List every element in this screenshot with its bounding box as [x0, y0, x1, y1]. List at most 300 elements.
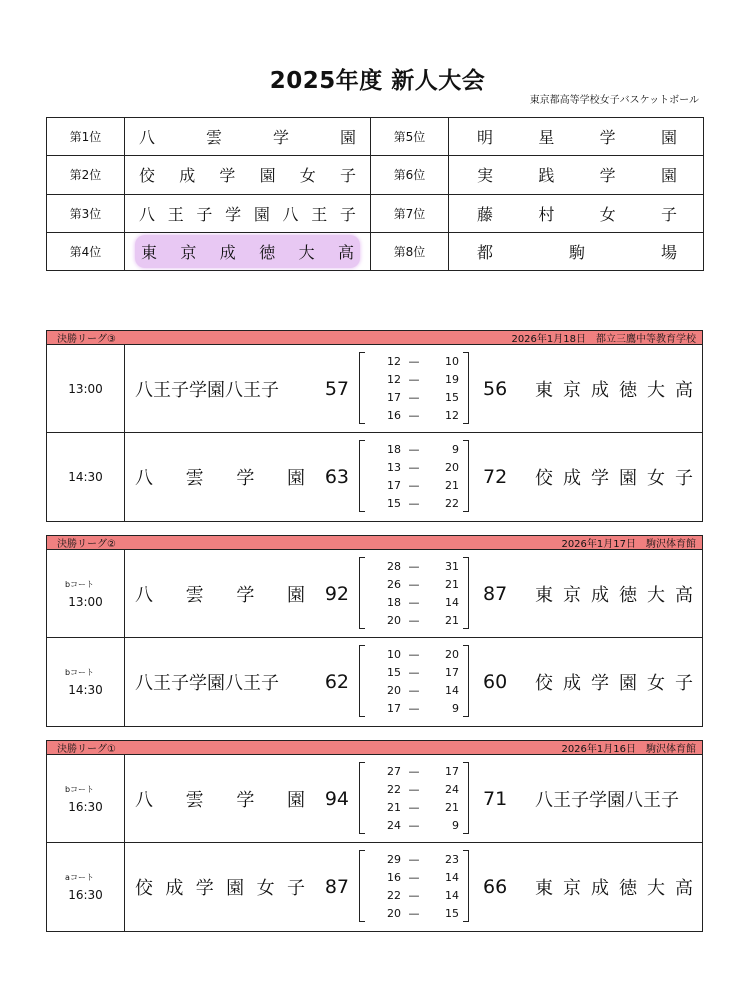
- match-row: [47, 843, 702, 931]
- quarter-dash: —: [408, 888, 420, 902]
- name-char: 高: [675, 380, 693, 401]
- quarter-scores: [359, 762, 469, 834]
- bracket-left: [359, 850, 365, 922]
- quarter-home: 18: [387, 595, 401, 609]
- name-char: 高: [675, 585, 693, 606]
- league-info: 2026年1月17日 駒沢体育館: [561, 539, 696, 550]
- quarter-row: [359, 798, 469, 816]
- home-score: 63: [324, 466, 349, 488]
- name-char: 成: [165, 878, 184, 899]
- ranking-row: [47, 232, 704, 270]
- court-label: bコート: [64, 579, 95, 589]
- quarter-dash: —: [408, 647, 420, 661]
- name-char: 園: [660, 166, 677, 186]
- name-char: 学: [272, 128, 289, 148]
- quarter-dash: —: [408, 764, 420, 778]
- quarter-home: 27: [387, 764, 401, 778]
- quarter-scores: [359, 440, 469, 512]
- match-row: [47, 638, 702, 726]
- quarter-away: 9: [452, 818, 459, 832]
- quarter-home: 17: [387, 390, 401, 404]
- team-name: [535, 581, 693, 607]
- team-name: [135, 874, 305, 900]
- quarter-away: 20: [445, 647, 459, 661]
- quarter-row: [359, 611, 469, 629]
- bracket-left: [359, 440, 365, 512]
- away-score: 87: [483, 583, 508, 605]
- match-row: [47, 433, 702, 521]
- quarter-dash: —: [408, 496, 420, 510]
- name-char: 子: [675, 673, 693, 694]
- match-time-cell: [47, 755, 125, 842]
- name-char: 園: [253, 204, 270, 224]
- name-char: 星: [538, 128, 555, 148]
- quarter-row: [359, 645, 469, 663]
- name-char: 都: [477, 242, 494, 262]
- name-char: 八: [139, 204, 156, 224]
- quarter-home: 28: [387, 559, 401, 573]
- quarter-home: 13: [387, 460, 401, 474]
- quarter-scores: [359, 850, 469, 922]
- league-header: [47, 741, 702, 755]
- name-char: 京: [563, 585, 581, 606]
- rank-school: [449, 118, 704, 156]
- away-team: [535, 345, 693, 433]
- name-char: 園: [286, 468, 305, 489]
- rank-school: [449, 156, 704, 194]
- quarter-away: 23: [445, 852, 459, 866]
- name-char: 佼: [139, 166, 156, 186]
- team-name: [135, 464, 305, 490]
- quarter-row: [359, 850, 469, 868]
- quarter-row: [359, 593, 469, 611]
- match-time: 13:00: [68, 594, 103, 609]
- match-time: 16:30: [68, 888, 103, 902]
- match-time: 14:30: [68, 683, 103, 697]
- name-char: 佼: [535, 673, 553, 694]
- name-char: 雲: [205, 128, 222, 148]
- name-char: 高: [675, 878, 693, 899]
- highlighted-school: [135, 235, 360, 268]
- rank-label: 第4位: [47, 232, 125, 270]
- name-char: 八: [135, 790, 153, 811]
- quarter-dash: —: [408, 390, 420, 404]
- name-char: 園: [339, 128, 356, 148]
- name-char: 徳: [619, 380, 637, 401]
- away-team: [535, 433, 693, 521]
- bracket-right: [463, 440, 469, 512]
- team-name: [135, 581, 305, 607]
- name-char: 実: [477, 166, 494, 186]
- ranking-row: [47, 194, 704, 232]
- quarter-away: 14: [445, 595, 459, 609]
- name-char: 園: [619, 673, 637, 694]
- away-team: [535, 638, 693, 726]
- quarter-row: [359, 816, 469, 834]
- quarter-away: 22: [445, 496, 459, 510]
- league-header: [47, 331, 702, 345]
- quarter-dash: —: [408, 577, 420, 591]
- quarter-away: 12: [445, 408, 459, 422]
- name-char: 女: [647, 673, 665, 694]
- name-char: 成: [563, 468, 581, 489]
- name-char: 女: [647, 468, 665, 489]
- team-name: 八王子学園八王子: [135, 380, 279, 401]
- home-team: [135, 638, 305, 726]
- rank-school: [125, 118, 371, 156]
- name-char: 場: [660, 242, 677, 262]
- quarter-away: 21: [445, 577, 459, 591]
- quarter-away: 21: [445, 613, 459, 627]
- league-name: 決勝リーグ①: [57, 744, 116, 755]
- quarter-scores: [359, 557, 469, 629]
- quarter-dash: —: [408, 613, 420, 627]
- name-char: 大: [647, 380, 665, 401]
- quarter-dash: —: [408, 665, 420, 679]
- rank-school: [125, 194, 371, 232]
- quarter-home: 15: [387, 665, 401, 679]
- quarter-away: 15: [445, 390, 459, 404]
- name-char: 園: [619, 468, 637, 489]
- quarter-away: 21: [445, 800, 459, 814]
- bracket-right: [463, 850, 469, 922]
- match-time: 16:30: [68, 799, 103, 814]
- name-char: 子: [339, 204, 356, 224]
- name-char: 明: [477, 128, 494, 148]
- team-name: [535, 464, 693, 490]
- name-char: 雲: [185, 585, 204, 606]
- school-name: [125, 202, 370, 225]
- name-char: 学: [225, 204, 242, 224]
- rank-school: [125, 156, 371, 194]
- away-score: 60: [483, 671, 508, 693]
- name-char: 成: [591, 585, 609, 606]
- name-char: 村: [538, 204, 555, 224]
- league-block: [46, 740, 703, 932]
- match-time-cell: [47, 638, 125, 726]
- quarter-dash: —: [408, 372, 420, 386]
- home-team: [135, 550, 305, 638]
- league-name: 決勝リーグ③: [57, 334, 116, 345]
- name-char: 東: [535, 380, 553, 401]
- quarter-home: 15: [387, 496, 401, 510]
- league-block: [46, 535, 703, 727]
- away-score: 66: [483, 876, 508, 898]
- home-score: 62: [324, 671, 349, 693]
- home-score: 94: [324, 788, 349, 810]
- match-time-cell: [47, 550, 125, 637]
- ranking-row: [47, 156, 704, 194]
- home-score: 87: [324, 876, 349, 898]
- rank-label: 第1位: [47, 118, 125, 156]
- school-name: [125, 125, 370, 148]
- league-name: 決勝リーグ②: [57, 539, 116, 550]
- quarter-dash: —: [408, 442, 420, 456]
- quarter-scores: [359, 645, 469, 717]
- quarter-home: 10: [387, 647, 401, 661]
- quarter-home: 22: [387, 888, 401, 902]
- bracket-right: [463, 762, 469, 834]
- name-char: 王: [311, 204, 328, 224]
- quarter-row: [359, 458, 469, 476]
- name-char: 京: [180, 242, 197, 262]
- rank-label: 第6位: [371, 156, 449, 194]
- home-team: [135, 345, 305, 433]
- quarter-dash: —: [408, 870, 420, 884]
- name-char: 徳: [619, 585, 637, 606]
- quarter-dash: —: [408, 460, 420, 474]
- quarter-home: 26: [387, 577, 401, 591]
- quarter-away: 20: [445, 460, 459, 474]
- quarter-dash: —: [408, 559, 420, 573]
- away-score: 71: [483, 788, 508, 810]
- name-char: 八: [135, 468, 153, 489]
- quarter-row: [359, 762, 469, 780]
- quarter-dash: —: [408, 354, 420, 368]
- name-char: 大: [647, 585, 665, 606]
- name-char: 園: [259, 166, 276, 186]
- quarter-dash: —: [408, 408, 420, 422]
- name-char: 学: [599, 128, 616, 148]
- bracket-right: [463, 645, 469, 717]
- name-char: 女: [299, 166, 316, 186]
- quarter-away: 19: [445, 372, 459, 386]
- rank-label: 第2位: [47, 156, 125, 194]
- team-name: [535, 669, 693, 695]
- quarter-row: [359, 494, 469, 512]
- quarter-dash: —: [408, 478, 420, 492]
- page-title: 2025年度 新人大会: [269, 68, 486, 94]
- school-name: [449, 240, 703, 263]
- quarter-row: [359, 352, 469, 370]
- name-char: 学: [236, 585, 255, 606]
- quarter-home: 20: [387, 683, 401, 697]
- name-char: 園: [286, 790, 305, 811]
- name-char: 雲: [185, 790, 204, 811]
- quarter-dash: —: [408, 782, 420, 796]
- quarter-row: [359, 886, 469, 904]
- quarter-home: 20: [387, 906, 401, 920]
- quarter-row: [359, 476, 469, 494]
- school-name: [125, 163, 370, 186]
- ranking-row: [47, 118, 704, 156]
- quarter-row: [359, 699, 469, 717]
- away-team: [535, 550, 693, 638]
- quarter-away: 10: [445, 354, 459, 368]
- quarter-away: 17: [445, 665, 459, 679]
- quarter-dash: —: [408, 683, 420, 697]
- away-score: 72: [483, 466, 508, 488]
- quarter-away: 21: [445, 478, 459, 492]
- match-row: [47, 755, 702, 843]
- quarter-row: [359, 406, 469, 424]
- quarter-away: 17: [445, 764, 459, 778]
- rank-school: [125, 232, 371, 270]
- quarter-home: 21: [387, 800, 401, 814]
- quarter-dash: —: [408, 906, 420, 920]
- name-char: 園: [226, 878, 245, 899]
- match-time: 13:00: [68, 381, 103, 396]
- quarter-row: [359, 575, 469, 593]
- name-char: 子: [196, 204, 213, 224]
- quarter-row: [359, 663, 469, 681]
- bracket-left: [359, 557, 365, 629]
- quarter-dash: —: [408, 800, 420, 814]
- rank-label: 第5位: [371, 118, 449, 156]
- name-char: 学: [236, 790, 255, 811]
- name-char: 八: [135, 585, 153, 606]
- name-char: 東: [535, 585, 553, 606]
- name-char: 佼: [135, 878, 153, 899]
- quarter-scores: [359, 352, 469, 424]
- quarter-home: 18: [387, 442, 401, 456]
- name-char: 成: [179, 166, 196, 186]
- court-label: aコート: [65, 873, 94, 882]
- name-char: 践: [538, 166, 555, 186]
- name-char: 高: [337, 242, 354, 262]
- name-char: 成: [591, 380, 609, 401]
- name-char: 学: [591, 673, 609, 694]
- match-row: [47, 550, 702, 638]
- name-char: 徳: [619, 878, 637, 899]
- name-char: 園: [286, 585, 305, 606]
- name-char: 園: [660, 128, 677, 148]
- ranking-table: [46, 117, 704, 271]
- bracket-left: [359, 645, 365, 717]
- quarter-away: 24: [445, 782, 459, 796]
- quarter-home: 29: [387, 852, 401, 866]
- bracket-right: [463, 352, 469, 424]
- team-name: [135, 786, 305, 812]
- away-score: 56: [483, 378, 508, 400]
- rank-label: 第8位: [371, 232, 449, 270]
- name-char: 藤: [477, 204, 494, 224]
- name-char: 八: [282, 204, 299, 224]
- name-char: 徳: [259, 242, 276, 262]
- name-char: 佼: [535, 468, 553, 489]
- match-time-cell: [47, 843, 125, 931]
- league-info: 2026年1月16日 駒沢体育館: [561, 744, 696, 755]
- team-name: [535, 874, 693, 900]
- quarter-away: 9: [452, 701, 459, 715]
- quarter-row: [359, 868, 469, 886]
- court-label: bコート: [64, 668, 95, 677]
- away-team: [535, 843, 693, 931]
- quarter-home: 16: [387, 870, 401, 884]
- league-header: [47, 536, 702, 550]
- rank-label: 第7位: [371, 194, 449, 232]
- rank-label: 第3位: [47, 194, 125, 232]
- quarter-home: 16: [387, 408, 401, 422]
- match-row: [47, 345, 702, 433]
- quarter-away: 14: [445, 888, 459, 902]
- quarter-dash: —: [408, 818, 420, 832]
- quarter-home: 12: [387, 354, 401, 368]
- quarter-dash: —: [408, 852, 420, 866]
- quarter-home: 17: [387, 478, 401, 492]
- name-char: 女: [256, 878, 275, 899]
- match-time-cell: [47, 345, 125, 432]
- name-char: 子: [675, 468, 693, 489]
- quarter-row: [359, 904, 469, 922]
- home-score: 92: [324, 583, 349, 605]
- name-char: 子: [286, 878, 305, 899]
- quarter-home: 24: [387, 818, 401, 832]
- name-char: 大: [298, 242, 315, 262]
- name-char: 子: [339, 166, 356, 186]
- quarter-away: 15: [445, 906, 459, 920]
- quarter-dash: —: [408, 701, 420, 715]
- quarter-home: 20: [387, 613, 401, 627]
- quarter-row: [359, 370, 469, 388]
- away-team: [535, 755, 693, 843]
- quarter-row: [359, 388, 469, 406]
- name-char: 東: [535, 878, 553, 899]
- match-time: 14:30: [68, 470, 103, 484]
- name-char: 八: [139, 128, 156, 148]
- name-char: 京: [563, 878, 581, 899]
- name-char: 雲: [185, 468, 204, 489]
- name-char: 王: [167, 204, 184, 224]
- quarter-row: [359, 557, 469, 575]
- home-score: 57: [324, 378, 349, 400]
- name-char: 学: [599, 166, 616, 186]
- quarter-away: 14: [445, 870, 459, 884]
- match-time-cell: [47, 433, 125, 521]
- name-char: 学: [591, 468, 609, 489]
- bracket-left: [359, 762, 365, 834]
- team-name: [535, 376, 693, 402]
- quarter-away: 14: [445, 683, 459, 697]
- school-name: [449, 202, 703, 225]
- quarter-away: 31: [445, 559, 459, 573]
- name-char: 成: [591, 878, 609, 899]
- home-team: [135, 755, 305, 843]
- quarter-home: 12: [387, 372, 401, 386]
- name-char: 学: [236, 468, 255, 489]
- home-team: [135, 843, 305, 931]
- name-char: 東: [141, 242, 158, 262]
- quarter-row: [359, 681, 469, 699]
- quarter-home: 22: [387, 782, 401, 796]
- league-block: [46, 330, 703, 522]
- name-char: 駒: [568, 242, 585, 262]
- page-subtitle: 東京都高等学校女子バスケットボール: [529, 95, 699, 106]
- league-info: 2026年1月18日 都立三鷹中等教育学校: [511, 334, 696, 345]
- team-name: 八王子学園八王子: [135, 673, 279, 694]
- school-name: [449, 125, 703, 148]
- team-name: 八王子学園八王子: [535, 790, 679, 811]
- rank-school: [449, 194, 704, 232]
- quarter-row: [359, 780, 469, 798]
- name-char: 学: [219, 166, 236, 186]
- bracket-left: [359, 352, 365, 424]
- name-char: 成: [219, 242, 236, 262]
- bracket-right: [463, 557, 469, 629]
- name-char: 成: [563, 673, 581, 694]
- home-team: [135, 433, 305, 521]
- name-char: 女: [599, 204, 616, 224]
- name-char: 京: [563, 380, 581, 401]
- school-name: [449, 163, 703, 186]
- name-char: 大: [647, 878, 665, 899]
- quarter-away: 9: [452, 442, 459, 456]
- name-char: 学: [195, 878, 214, 899]
- quarter-row: [359, 440, 469, 458]
- name-char: 子: [660, 204, 677, 224]
- rank-school: [449, 232, 704, 270]
- quarter-home: 17: [387, 701, 401, 715]
